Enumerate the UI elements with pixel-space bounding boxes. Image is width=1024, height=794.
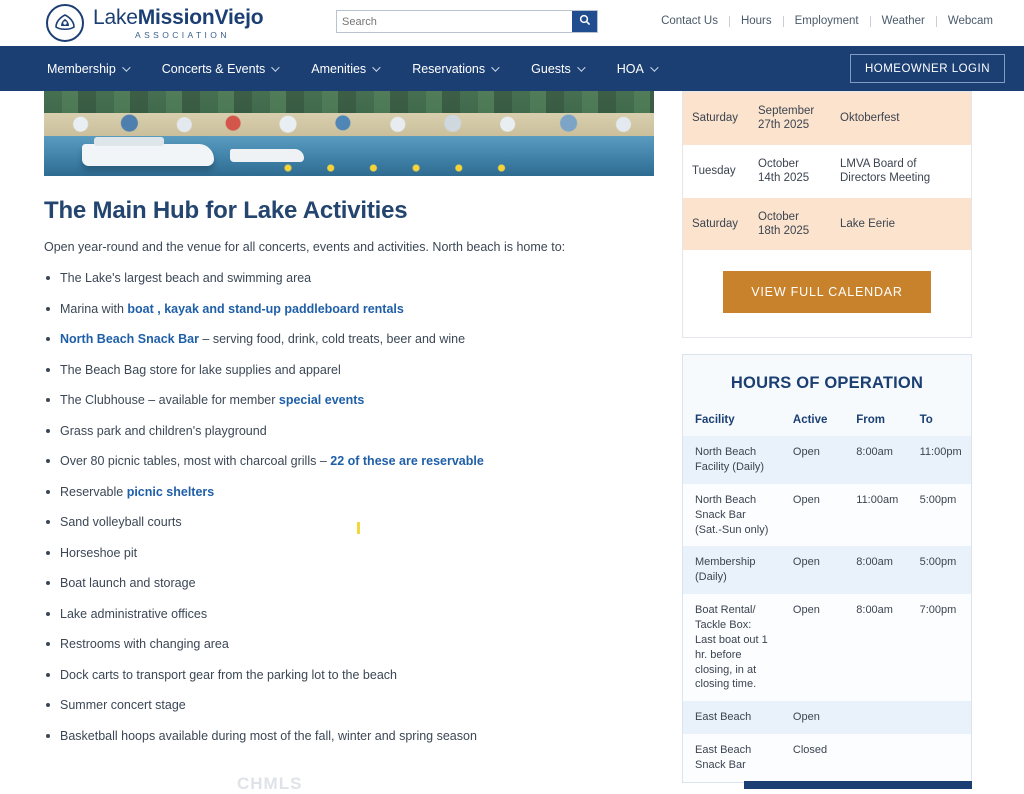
hours-table [683,408,971,782]
page-content [0,91,1024,793]
hours-active: Open [781,701,844,734]
view-full-calendar-button[interactable]: VIEW FULL CALENDAR [723,271,930,313]
nav-label: Concerts & Events [161,61,266,76]
hours-to: 11:00pm [908,436,971,484]
hours-facility: North Beach Snack Bar (Sat.-Sun only) [683,484,781,547]
search-button[interactable] [572,11,597,32]
list-item-link[interactable]: North Beach Snack Bar [60,332,199,347]
event-day: Saturday [692,217,739,230]
nav-label: Membership [47,61,116,76]
search-input[interactable] [337,11,572,32]
hero-image [44,91,654,176]
homeowner-login-button[interactable]: HOMEOWNER LOGIN [850,54,1005,83]
hours-facility: Membership (Daily) [683,546,781,594]
event-day: Tuesday [692,164,736,177]
nav-item-reservations[interactable] [395,62,514,76]
chevron-down-icon [122,63,130,71]
hours-active: Open [781,484,844,547]
link-hours[interactable]: Hours [740,15,772,27]
link-weather[interactable]: Weather [881,15,925,27]
table-row [683,436,971,484]
hours-from: 11:00am [844,484,907,547]
hours-col-from: From [844,408,907,436]
hero-buoy-line [44,164,654,172]
nav-label: Guests [531,61,571,76]
main-column [44,91,654,758]
footer-watermark: CHMLS [237,774,303,793]
list-item [44,362,654,380]
hours-from: 8:00am [844,436,907,484]
list-item [44,697,654,715]
events-table [683,92,971,250]
table-row[interactable] [683,198,971,251]
chevron-down-icon [491,63,499,71]
list-item-text: Over 80 picnic tables, most with charcoal grills – [60,454,331,469]
list-item-link[interactable]: 22 of these are reservable [330,454,484,469]
main-navigation [0,46,1024,91]
page-intro: Open year-round and the venue for all concerts, events and activities. North beach is home to: [44,240,566,254]
list-item-text: Boat launch and storage [60,576,196,591]
list-item [44,270,654,288]
list-item-text: Grass park and children's playground [60,423,267,438]
table-row [683,701,971,734]
hours-of-operation-card [682,354,972,783]
chevron-down-icon [650,63,658,71]
hours-to: 5:00pm [908,484,971,547]
list-item [44,606,654,624]
link-contact-us[interactable]: Contact Us [661,15,718,27]
nav-item-amenities[interactable] [294,62,395,76]
logo-word-viejo: Viejo [214,5,264,29]
list-item [44,667,654,685]
logo-word-mission: Mission [137,5,215,29]
nav-item-hoa[interactable] [600,62,673,76]
link-employment[interactable]: Employment [794,15,859,27]
hours-active: Open [781,546,844,594]
list-item-text: The Clubhouse – available for member [60,393,279,408]
hours-col-facility: Facility [683,408,781,436]
hours-from [844,734,907,782]
hours-col-to: To [908,408,971,436]
list-item [44,728,654,746]
hero-patrol-boat [82,144,214,166]
list-item [44,392,654,410]
hours-from: 8:00am [844,594,907,701]
hours-to [908,701,971,734]
event-day: Saturday [692,112,739,125]
hours-facility: North Beach Facility (Daily) [683,436,781,484]
list-item [44,514,654,532]
list-item-link[interactable]: special events [278,393,365,408]
link-webcam[interactable]: Webcam [947,15,993,27]
event-name: Lake Eerie [840,217,895,230]
site-logo[interactable] [46,4,263,42]
calendar-button-wrap [683,250,971,337]
footer-band [744,781,972,789]
list-item-text: – serving food, drink, cold treats, beer and wine [198,332,466,347]
hero-umbrellas [44,111,654,133]
list-item-text: Basketball hoops available during most of the fall, winter and spring season [60,728,477,743]
hours-active: Closed [781,734,844,782]
hero-second-boat [230,149,304,162]
hours-to [908,734,971,782]
hours-from: 8:00am [844,546,907,594]
list-item-text: The Lake's largest beach and swimming area [60,271,312,286]
hours-facility: East Beach [683,701,781,734]
amenities-list [44,270,654,745]
list-item-link[interactable]: picnic shelters [126,484,215,499]
logo-subtitle: ASSOCIATION [135,29,230,40]
list-item [44,575,654,593]
event-date: October 14th 2025 [758,157,810,185]
search-box[interactable] [336,10,598,33]
list-item [44,453,654,471]
nav-item-guests[interactable] [514,62,600,76]
hours-facility: East Beach Snack Bar [683,734,781,782]
chevron-down-icon [372,63,380,71]
nav-label: Reservations [412,61,486,76]
upcoming-events-card [682,91,972,338]
hours-from [844,701,907,734]
list-item-text: Lake administrative offices [60,606,208,621]
text-cursor [357,522,360,534]
hours-active: Open [781,594,844,701]
list-item-text: The Beach Bag store for lake supplies and apparel [60,362,341,377]
table-row [683,594,971,701]
hours-card-title: HOURS OF OPERATION [730,374,924,393]
list-item-text: Summer concert stage [60,698,186,713]
nav-label: Amenities [311,61,367,76]
list-item-text: Marina with [60,301,128,316]
list-item-text: Horseshoe pit [60,545,138,560]
list-item [44,545,654,563]
chevron-down-icon [271,63,279,71]
hours-active: Open [781,436,844,484]
utility-links [650,15,1004,27]
list-item [44,331,654,349]
list-item [44,484,654,502]
sidebar [682,91,972,783]
event-date: September 27th 2025 [758,105,815,132]
list-item [44,636,654,654]
search-icon [579,14,591,29]
table-row [683,734,971,782]
list-item-text: Restrooms with changing area [60,637,229,652]
list-item [44,301,654,319]
nav-label: HOA [616,61,644,76]
hours-col-active: Active [781,408,844,436]
hours-to: 7:00pm [908,594,971,701]
table-row[interactable] [683,92,971,145]
hours-to: 5:00pm [908,546,971,594]
table-row [683,546,971,594]
list-item-text: Dock carts to transport gear from the parking lot to the beach [60,667,397,682]
nav-item-membership[interactable] [30,62,145,76]
logo-word-lake: Lake [93,5,138,29]
list-item [44,423,654,441]
table-row [683,484,971,547]
chevron-down-icon [577,63,585,71]
hours-facility: Boat Rental/ Tackle Box: Last boat out 1 hr. before closing, in at closing time. [683,594,781,701]
event-name: Oktoberfest [840,112,900,125]
nav-item-concerts-events[interactable] [145,62,295,76]
hero-treeline [44,91,654,113]
list-item-text: Reservable [60,484,127,499]
event-date: October 18th 2025 [758,210,810,237]
list-item-text: Sand volleyball courts [60,515,182,530]
site-header [0,0,1024,46]
table-row[interactable] [683,145,971,198]
lake-monogram-icon [46,4,84,42]
page-title: The Main Hub for Lake Activities [44,197,408,224]
list-item-link[interactable]: boat , kayak and stand-up paddleboard rentals [127,301,404,316]
event-name: LMVA Board of Directors Meeting [840,157,931,185]
